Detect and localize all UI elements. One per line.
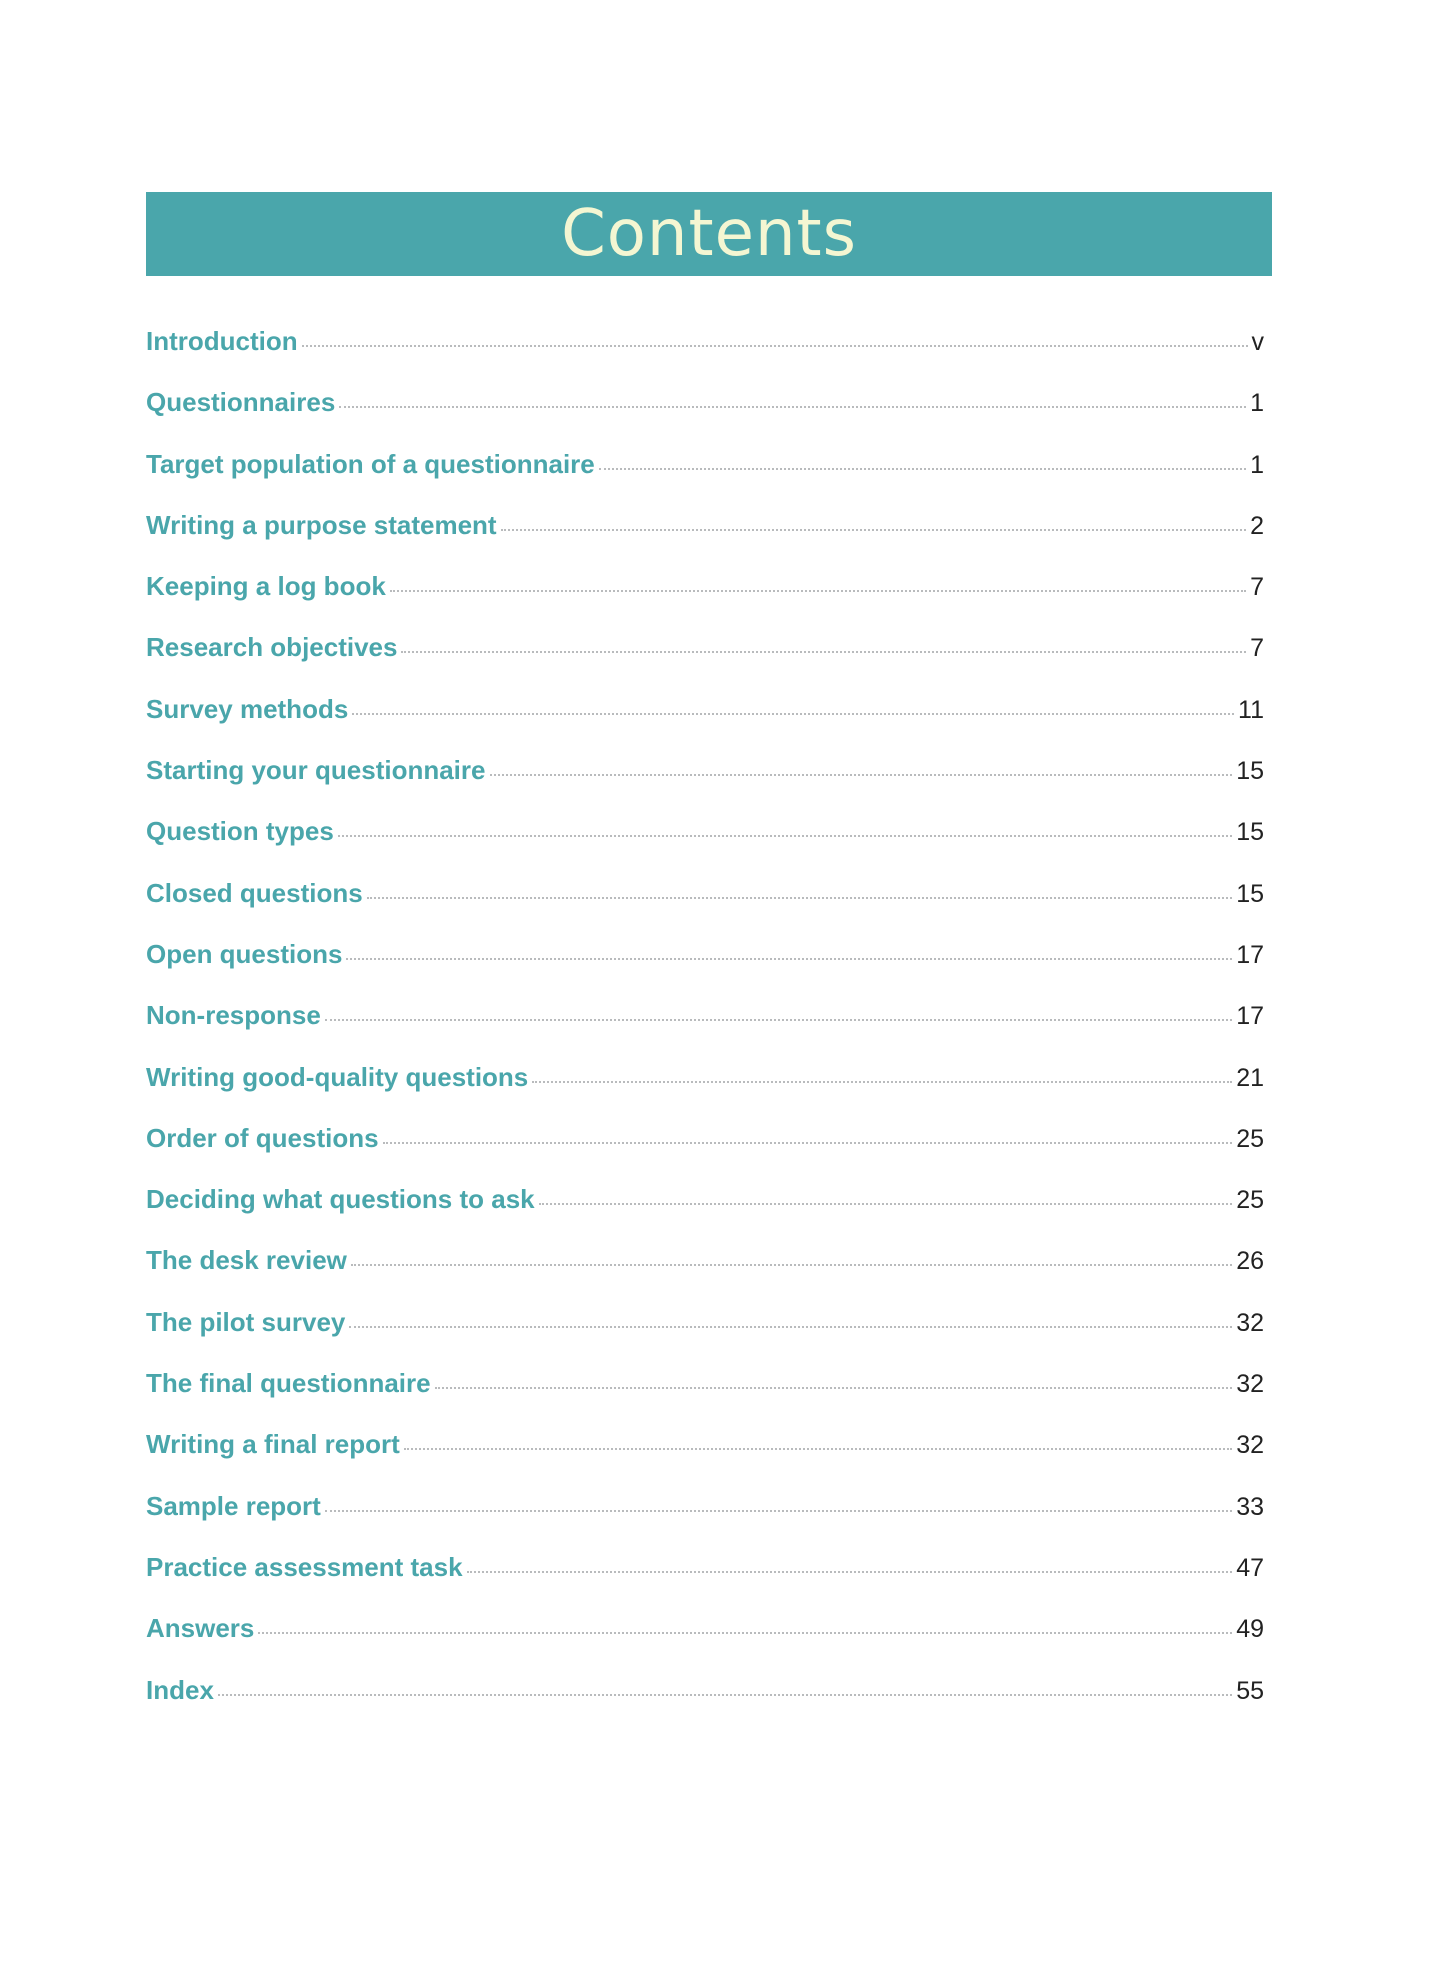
toc-entry-page-number: 2 <box>1250 511 1264 540</box>
dot-leader <box>218 1694 1232 1696</box>
toc-entry-page-number: 26 <box>1236 1247 1264 1276</box>
toc-entry-title: Survey methods <box>146 693 349 724</box>
toc-entry[interactable] <box>146 1307 1264 1368</box>
toc-entry-page-number: 25 <box>1236 1186 1264 1215</box>
toc-entry-page-number: 11 <box>1238 695 1264 724</box>
toc-entry[interactable] <box>146 510 1264 571</box>
toc-entry[interactable] <box>146 816 1264 877</box>
toc-entry-title: Practice assessment task <box>146 1551 463 1582</box>
toc-entry[interactable] <box>146 1552 1264 1613</box>
toc-entry-title: Writing a purpose statement <box>146 509 497 540</box>
dot-leader <box>349 1326 1232 1328</box>
toc-entry-page-number: 7 <box>1250 573 1264 602</box>
toc-entry[interactable] <box>146 1062 1264 1123</box>
toc-entry-page-number: 21 <box>1236 1063 1264 1092</box>
toc-entry-page-number: 15 <box>1236 879 1264 908</box>
toc-entry-page-number: 1 <box>1250 389 1264 418</box>
toc-entry-title: Answers <box>146 1613 255 1644</box>
toc-entry-page-number: 49 <box>1236 1615 1264 1644</box>
toc-entry[interactable] <box>146 694 1264 755</box>
toc-entry-title: Writing a final report <box>146 1429 400 1460</box>
toc-entry-title: Research objectives <box>146 632 398 663</box>
contents-banner <box>146 192 1272 276</box>
toc-entry-title: Closed questions <box>146 877 363 908</box>
dot-leader <box>532 1081 1232 1083</box>
dot-leader <box>346 958 1232 960</box>
toc-entry-title: Target population of a questionnaire <box>146 448 595 479</box>
dot-leader <box>467 1571 1233 1573</box>
toc-entry-page-number: 32 <box>1236 1308 1264 1337</box>
toc-entry[interactable] <box>146 1613 1264 1674</box>
dot-leader <box>352 713 1234 715</box>
dot-leader <box>367 897 1232 899</box>
toc-entry-title: Order of questions <box>146 1122 379 1153</box>
dot-leader <box>338 835 1232 837</box>
toc-entry-title: The desk review <box>146 1245 347 1276</box>
toc-entry-page-number: 32 <box>1236 1370 1264 1399</box>
toc-entry[interactable] <box>146 755 1264 816</box>
toc-entry-page-number: 25 <box>1236 1124 1264 1153</box>
toc-entry-page-number: 33 <box>1236 1492 1264 1521</box>
toc-entry-page-number: v <box>1251 328 1264 356</box>
dot-leader <box>339 406 1246 408</box>
toc-entry-page-number: 7 <box>1250 634 1264 663</box>
toc-entry-title: The pilot survey <box>146 1306 346 1337</box>
toc-entry-title: Question types <box>146 816 334 847</box>
dot-leader <box>325 1019 1232 1021</box>
toc-entry[interactable] <box>146 939 1264 1000</box>
toc-entry[interactable] <box>146 1123 1264 1184</box>
table-of-contents <box>146 326 1264 1736</box>
toc-entry-page-number: 17 <box>1236 940 1264 969</box>
dot-leader <box>325 1510 1232 1512</box>
dot-leader <box>351 1264 1232 1266</box>
toc-entry[interactable] <box>146 1429 1264 1490</box>
toc-entry-title: Index <box>146 1674 214 1705</box>
toc-entry-title: The final questionnaire <box>146 1368 431 1399</box>
toc-entry-title: Deciding what questions to ask <box>146 1184 535 1215</box>
toc-entry-title: Introduction <box>146 326 298 356</box>
toc-entry[interactable] <box>146 571 1264 632</box>
page-title: Contents <box>561 197 857 271</box>
toc-entry-page-number: 15 <box>1236 818 1264 847</box>
toc-entry-title: Writing good-quality questions <box>146 1061 529 1092</box>
toc-entry[interactable] <box>146 449 1264 510</box>
toc-entry[interactable] <box>146 1491 1264 1552</box>
dot-leader <box>390 590 1246 592</box>
toc-entry-page-number: 15 <box>1236 757 1264 786</box>
dot-leader <box>435 1387 1233 1389</box>
toc-entry[interactable] <box>146 326 1264 387</box>
dot-leader <box>501 529 1247 531</box>
toc-entry-title: Questionnaires <box>146 387 336 418</box>
dot-leader <box>404 1448 1232 1450</box>
toc-entry-title: Keeping a log book <box>146 571 386 602</box>
dot-leader <box>490 774 1233 776</box>
toc-entry-title: Non-response <box>146 1000 321 1031</box>
toc-entry[interactable] <box>146 632 1264 693</box>
toc-entry-page-number: 1 <box>1250 450 1264 479</box>
toc-entry-title: Sample report <box>146 1490 321 1521</box>
toc-entry[interactable] <box>146 1368 1264 1429</box>
toc-entry-title: Open questions <box>146 938 343 969</box>
toc-entry-page-number: 47 <box>1236 1553 1264 1582</box>
toc-entry-title: Starting your questionnaire <box>146 755 486 786</box>
toc-entry[interactable] <box>146 1000 1264 1061</box>
toc-entry[interactable] <box>146 1245 1264 1306</box>
dot-leader <box>258 1632 1232 1634</box>
toc-entry-page-number: 55 <box>1236 1676 1264 1705</box>
toc-entry[interactable] <box>146 1675 1264 1736</box>
toc-entry[interactable] <box>146 387 1264 448</box>
dot-leader <box>539 1203 1233 1205</box>
toc-entry-page-number: 17 <box>1236 1002 1264 1031</box>
dot-leader <box>302 345 1248 347</box>
dot-leader <box>599 468 1246 470</box>
toc-entry-page-number: 32 <box>1236 1431 1264 1460</box>
toc-entry[interactable] <box>146 878 1264 939</box>
dot-leader <box>401 651 1246 653</box>
dot-leader <box>383 1142 1233 1144</box>
toc-entry[interactable] <box>146 1184 1264 1245</box>
